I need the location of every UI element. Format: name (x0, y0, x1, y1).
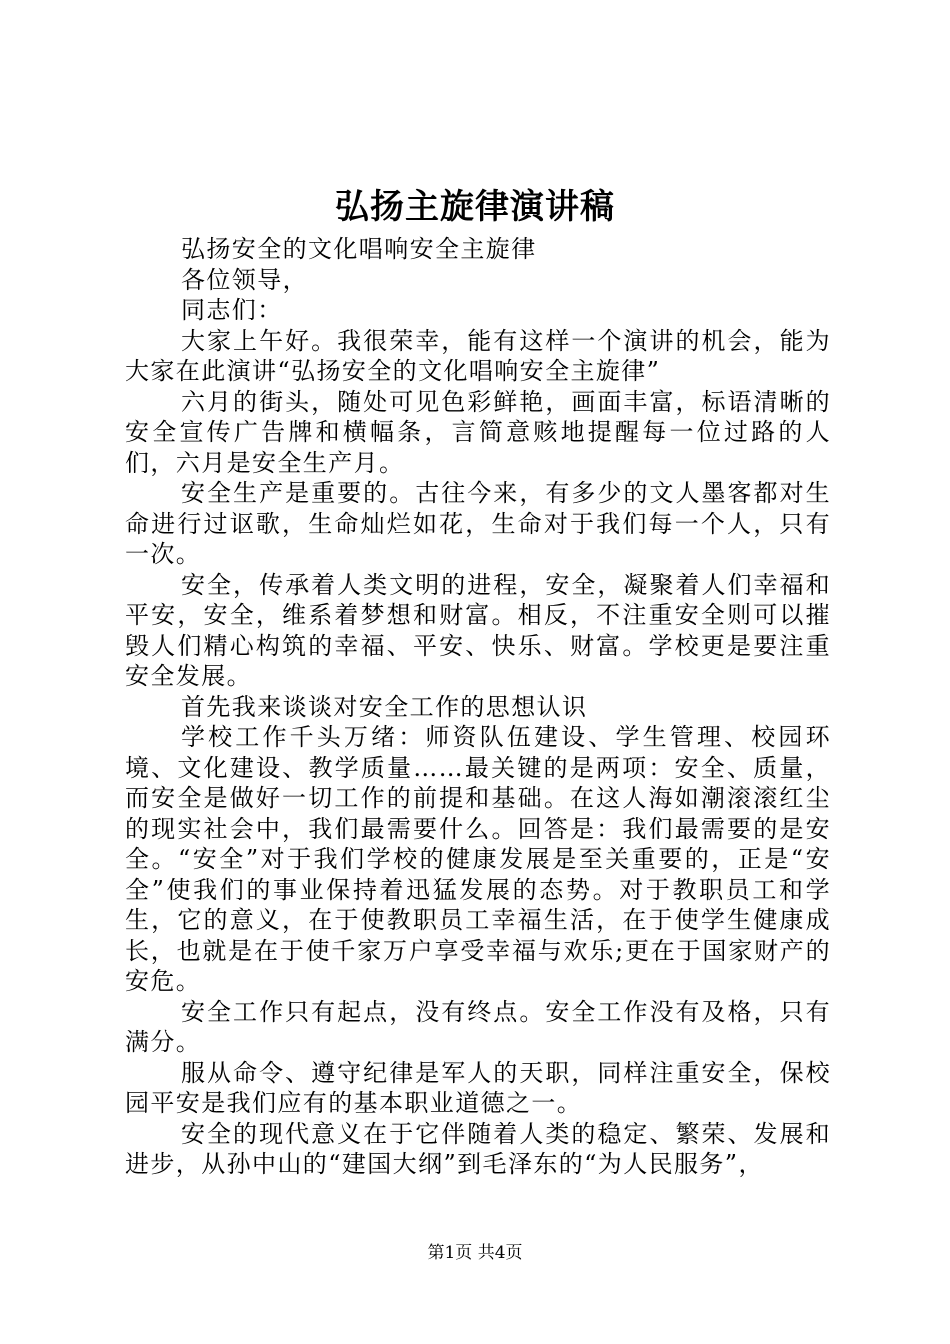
paragraph: 服从命令、遵守纪律是军人的天职，同样注重安全，保校园平安是我们应有的基本职业道德之一。 (125, 1058, 831, 1117)
paragraph: 安全工作只有起点，没有终点。安全工作没有及格，只有满分。 (125, 997, 831, 1056)
document-body (125, 234, 831, 1180)
paragraph: 大家上午好。我很荣幸，能有这样一个演讲的机会，能为大家在此演讲“弘扬安全的文化唱响安全主旋律” (125, 326, 831, 385)
paragraph: 弘扬安全的文化唱响安全主旋律 (181, 235, 537, 263)
paragraph: 安全的现代意义在于它伴随着人类的稳定、繁荣、发展和进步，从孙中山的“建国大纲”到毛泽东的“为人民服务”， (125, 1119, 831, 1178)
page-number-footer: 第1页 共4页 (427, 1243, 523, 1263)
paragraph: 安全生产是重要的。古往今来，有多少的文人墨客都对生命进行过讴歌，生命灿烂如花，生命对于我们每一个人，只有一次。 (125, 479, 831, 568)
paragraph: 安全，传承着人类文明的进程，安全，凝聚着人们幸福和平安，安全，维系着梦想和财富。相反，不注重安全则可以摧毁人们精心构筑的幸福、平安、快乐、财富。学校更是要注重安全发展。 (125, 570, 831, 690)
paragraph: 同志们： (181, 296, 283, 324)
paragraph: 六月的街头，随处可见色彩鲜艳，画面丰富，标语清晰的安全宣传广告牌和横幅条，言简意赅地提醒每一位过路的人们，六月是安全生产月。 (125, 387, 831, 477)
paragraph: 各位领导， (181, 265, 308, 294)
paragraph: 学校工作千头万绪：师资队伍建设、学生管理、校园环境、文化建设、教学质量……最关键的是两项：安全、质量，而安全是做好一切工作的前提和基础。在这人海如潮滚滚红尘的现实社会中，我们最需要什么。回答是：我们最需要的是安全。“安全”对于我们学校的健康发展是至关重要的，正是“安全”使我们的事业保持着迅猛发展的态势。对于教职员工和学生，它的意义，在于使教职员工幸福生活，在于使学生健康成长，也就是在于使千家万户享受幸福与欢乐;更在于国家财产的安危。 (125, 723, 831, 995)
document-title: 弘扬主旋律演讲稿 (335, 187, 615, 227)
paragraph: 首先我来谈谈对安全工作的思想认识 (181, 692, 588, 721)
